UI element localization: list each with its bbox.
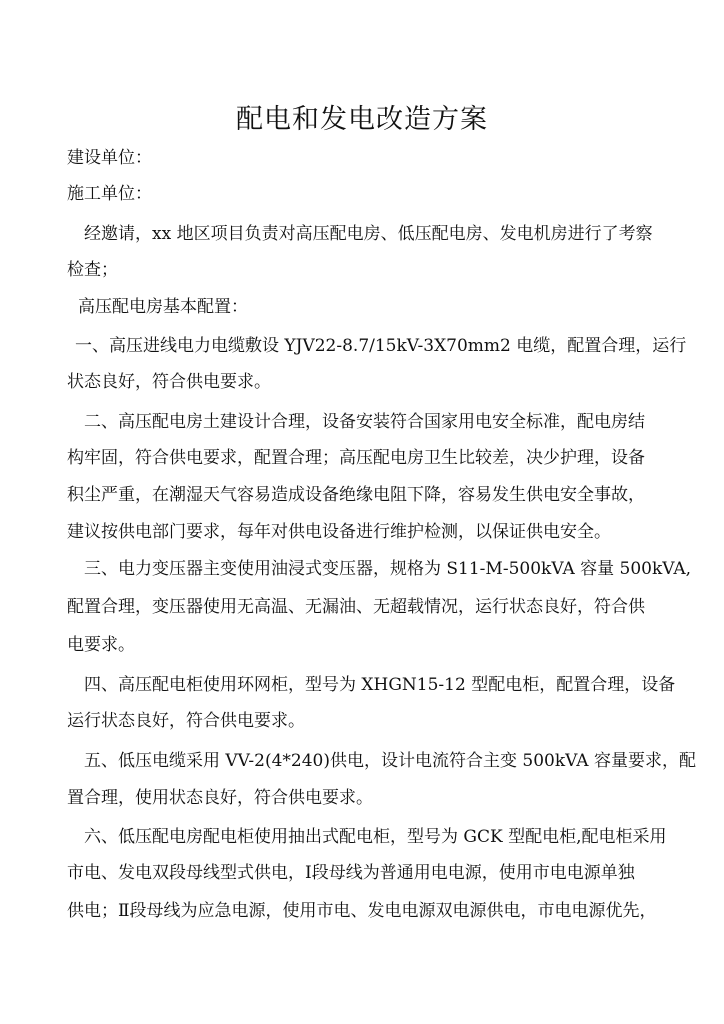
document-title: 配电和发电改造方案 (236, 104, 488, 135)
item-2-line-3: 积尘严重，在潮湿天气容易造成设备绝缘电阻下降，容易发生供电安全事故， (67, 485, 645, 505)
text-line-construction-unit: 施工单位： (67, 184, 152, 204)
item-5-line-2: 置合理，使用状态良好，符合供电要求。 (67, 788, 373, 808)
item-6-line-1: 六、低压配电房配电柜使用抽出式配电柜，型号为 GCK 型配电柜,配电柜采用 (84, 827, 667, 847)
item-3-line-3: 电要求。 (67, 635, 135, 655)
item-3-line-2: 配置合理，变压器使用无高温、无漏油、无超载情况，运行状态良好，符合供 (67, 597, 645, 617)
item-4-line-1: 四、高压配电柜使用环网柜，型号为 XHGN15-12 型配电柜，配置合理，设备 (84, 675, 676, 695)
item-1-line-2: 状态良好，符合供电要求。 (67, 372, 271, 392)
item-3-line-1: 三、电力变压器主变使用油浸式变压器，规格为 S11-M-500kVA 容量 500kVA, (84, 559, 692, 579)
item-6-line-3: 供电；Ⅱ段母线为应急电源，使用市电、发电电源双电源供电，市电电源优先， (67, 901, 657, 921)
item-1-line-1: 一、高压进线电力电缆敷设 YJV22-8.7/15kV-3X70mm2 电缆，配置合理，运行 (75, 336, 687, 356)
section-heading: 高压配电房基本配置： (78, 297, 248, 317)
item-2-line-1: 二、高压配电房土建设计合理，设备安装符合国家用电安全标准，配电房结 (84, 412, 645, 432)
item-6-line-2: 市电、发电双段母线型式供电，Ⅰ段母线为普通用电电源，使用市电电源单独 (67, 863, 635, 883)
item-5-line-1: 五、低压电缆采用 VV-2(4*240)供电，设计电流符合主变 500kVA 容量要求，配 (84, 751, 696, 771)
item-2-line-4: 建议按供电部门要求，每年对供电设备进行维护检测，以保证供电安全。 (67, 522, 611, 542)
text-line-builder-unit: 建设单位： (67, 148, 152, 168)
paragraph-intro-line-1: 经邀请，xx 地区项目负责对高压配电房、低压配电房、发电机房进行了考察 (84, 224, 653, 244)
item-4-line-2: 运行状态良好，符合供电要求。 (67, 711, 305, 731)
paragraph-intro-line-2: 检查； (67, 260, 118, 280)
item-2-line-2: 构牢固，符合供电要求，配置合理；高压配电房卫生比较差，决少护理，设备 (67, 448, 645, 468)
